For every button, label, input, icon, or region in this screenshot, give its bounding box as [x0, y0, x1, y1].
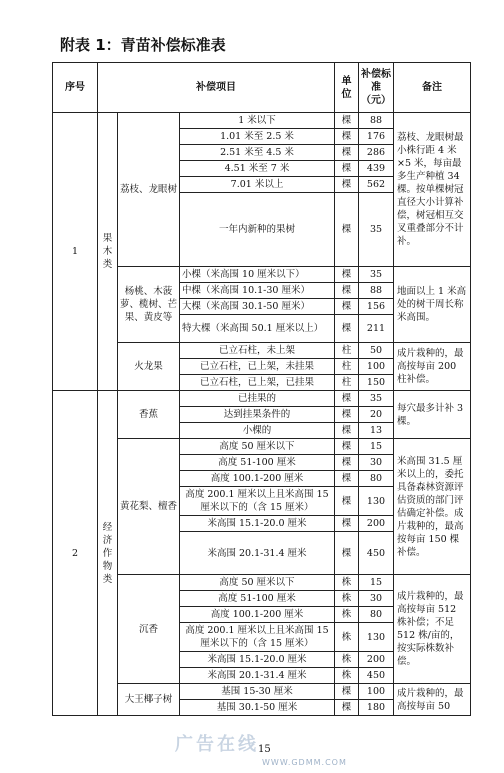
note-cell: 米高围 31.5 厘米以上的，委托具备森林资源评估资质的部门评估确定补偿。成片栽种的，最高按每亩 150 棵补偿。: [394, 439, 471, 575]
table-row: [53, 391, 471, 407]
unit-cell: 株: [335, 591, 359, 607]
group-category: 经济作物类: [98, 391, 118, 716]
group-seq: 1: [53, 113, 98, 391]
item-cell: 达到挂果条件的: [180, 407, 335, 423]
group-category: 果木类: [98, 113, 118, 391]
value-cell: 439: [359, 161, 394, 177]
item-cell: 高度 50 厘米以下: [180, 439, 335, 455]
item-cell: 高度 200.1 厘米以上且米高围 15 厘米以下的（含 15 厘米）: [180, 623, 335, 652]
value-cell: 180: [359, 700, 394, 716]
value-cell: 15: [359, 575, 394, 591]
item-cell: 已立石柱，已上架，未挂果: [180, 359, 335, 375]
compensation-table: [52, 62, 471, 716]
value-cell: 100: [359, 359, 394, 375]
item-cell: 高度 51-100 厘米: [180, 455, 335, 471]
subgroup-name: 荔枝、龙眼树: [118, 113, 180, 267]
value-cell: 88: [359, 113, 394, 129]
value-cell: 80: [359, 471, 394, 487]
item-cell: 特大棵（米高围 50.1 厘米以上）: [180, 315, 335, 343]
header-seq: 序号: [53, 63, 98, 113]
header-item: 补偿项目: [98, 63, 335, 113]
value-cell: 130: [359, 623, 394, 652]
note-cell: 每穴最多计补 3 棵。: [394, 391, 471, 439]
value-cell: 13: [359, 423, 394, 439]
value-cell: 200: [359, 516, 394, 532]
unit-cell: 棵: [335, 193, 359, 267]
unit-cell: 棵: [335, 315, 359, 343]
value-cell: 450: [359, 532, 394, 575]
subgroup-name: 香蕉: [118, 391, 180, 439]
unit-cell: 株: [335, 607, 359, 623]
unit-cell: 株: [335, 652, 359, 668]
item-cell: 7.01 米以上: [180, 177, 335, 193]
item-cell: 1 米以下: [180, 113, 335, 129]
subgroup-name: 沉香: [118, 575, 180, 684]
item-cell: 米高围 20.1-31.4 厘米: [180, 532, 335, 575]
value-cell: 156: [359, 299, 394, 315]
value-cell: 35: [359, 193, 394, 267]
item-cell: 大棵（米高围 30.1-50 厘米）: [180, 299, 335, 315]
item-cell: 基围 30.1-50 厘米: [180, 700, 335, 716]
unit-cell: 株: [335, 623, 359, 652]
note-cell: 成片栽种的，最高按每亩 512 株补偿；不足 512 株/亩的，按实际株数补偿。: [394, 575, 471, 684]
item-cell: 已立石柱，已上架，已挂果: [180, 375, 335, 391]
item-cell: 高度 100.1-200 厘米: [180, 607, 335, 623]
value-cell: 30: [359, 455, 394, 471]
unit-cell: 棵: [335, 129, 359, 145]
unit-cell: 棵: [335, 471, 359, 487]
page-title: 附表 1：青苗补偿标准表: [60, 36, 226, 54]
value-cell: 200: [359, 652, 394, 668]
unit-cell: 棵: [335, 267, 359, 283]
unit-cell: 棵: [335, 684, 359, 700]
note-cell: 成片栽种的，最高按每亩 200 柱补偿。: [394, 343, 471, 391]
item-cell: 高度 51-100 厘米: [180, 591, 335, 607]
value-cell: 100: [359, 684, 394, 700]
value-cell: 88: [359, 283, 394, 299]
value-cell: 176: [359, 129, 394, 145]
item-cell: 1.01 米至 2.5 米: [180, 129, 335, 145]
item-cell: 高度 100.1-200 厘米: [180, 471, 335, 487]
table-row: [53, 113, 471, 129]
item-cell: 米高围 15.1-20.0 厘米: [180, 516, 335, 532]
item-cell: 4.51 米至 7 米: [180, 161, 335, 177]
value-cell: 80: [359, 607, 394, 623]
unit-cell: 株: [335, 575, 359, 591]
page-number: 15: [258, 744, 271, 755]
value-cell: 450: [359, 668, 394, 684]
unit-cell: 棵: [335, 516, 359, 532]
unit-cell: 棵: [335, 161, 359, 177]
unit-cell: 棵: [335, 145, 359, 161]
note-cell: 成片栽种的，最高按每亩 50: [394, 684, 471, 716]
group-seq: 2: [53, 391, 98, 716]
value-cell: 150: [359, 375, 394, 391]
value-cell: 35: [359, 391, 394, 407]
value-cell: 130: [359, 487, 394, 516]
note-cell: 荔枝、龙眼树最小株行距 4 米×5 米，每亩最多生产种植 34 棵。按单棵树冠直径大小计算补偿，树冠相互交叉重叠部分不计补。: [394, 113, 471, 267]
value-cell: 286: [359, 145, 394, 161]
unit-cell: 棵: [335, 423, 359, 439]
unit-cell: 棵: [335, 391, 359, 407]
item-cell: 基围 15-30 厘米: [180, 684, 335, 700]
item-cell: 已立石柱，未上架: [180, 343, 335, 359]
unit-cell: 棵: [335, 299, 359, 315]
unit-cell: 柱: [335, 375, 359, 391]
value-cell: 15: [359, 439, 394, 455]
subgroup-name: 黄花梨、檀香: [118, 439, 180, 575]
unit-cell: 柱: [335, 343, 359, 359]
item-cell: 2.51 米至 4.5 米: [180, 145, 335, 161]
subgroup-name: 大王椰子树: [118, 684, 180, 716]
value-cell: 30: [359, 591, 394, 607]
subgroup-name: 火龙果: [118, 343, 180, 391]
item-cell: 中棵（米高围 10.1-30 厘米）: [180, 283, 335, 299]
header-row: [53, 63, 471, 113]
subgroup-name: 杨桃、木菠萝、榄树、芒果、黄皮等: [118, 267, 180, 343]
item-cell: 高度 50 厘米以下: [180, 575, 335, 591]
value-cell: 562: [359, 177, 394, 193]
header-note: 备注: [394, 63, 471, 113]
item-cell: 一年内新种的果树: [180, 193, 335, 267]
unit-cell: 棵: [335, 407, 359, 423]
unit-cell: 株: [335, 668, 359, 684]
unit-cell: 棵: [335, 439, 359, 455]
item-cell: 小棵的: [180, 423, 335, 439]
item-cell: 高度 200.1 厘米以上且米高围 15 厘米以下的（含 15 厘米）: [180, 487, 335, 516]
unit-cell: 棵: [335, 700, 359, 716]
watermark-logo: 广告在线: [175, 734, 259, 755]
unit-cell: 棵: [335, 177, 359, 193]
header-unit: 单位: [335, 63, 359, 113]
value-cell: 20: [359, 407, 394, 423]
unit-cell: 棵: [335, 113, 359, 129]
item-cell: 小棵（米高围 10 厘米以下）: [180, 267, 335, 283]
value-cell: 50: [359, 343, 394, 359]
value-cell: 35: [359, 267, 394, 283]
unit-cell: 柱: [335, 359, 359, 375]
item-cell: 米高围 20.1-31.4 厘米: [180, 668, 335, 684]
header-std: 补偿标准（元）: [359, 63, 394, 113]
unit-cell: 棵: [335, 283, 359, 299]
note-cell: 地面以上 1 米高处的树干周长称米高围。: [394, 267, 471, 343]
value-cell: 211: [359, 315, 394, 343]
unit-cell: 棵: [335, 455, 359, 471]
item-cell: 米高围 15.1-20.0 厘米: [180, 652, 335, 668]
watermark-url: WWW.GDMM.COM: [262, 758, 347, 767]
unit-cell: 棵: [335, 487, 359, 516]
item-cell: 已挂果的: [180, 391, 335, 407]
unit-cell: 棵: [335, 532, 359, 575]
